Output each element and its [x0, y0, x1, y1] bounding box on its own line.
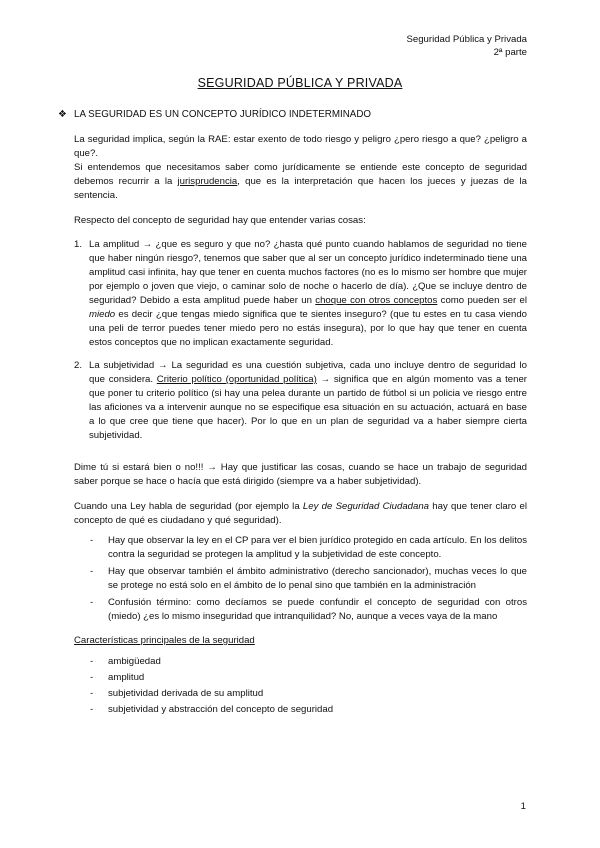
list-item-text: → significa que en algún momento vas a tener que poner tu criterio político (si hay una pelea durante un partido de fútbol si un policia ve riesgo entre las aficiones va a intervenir aunque no se especifique esa situación en su actuación, actuará en base a lo que cree que tiene que hacer). Por lo que en un plan de seguridad va a haber siempre cierta subjetividad.	[89, 374, 527, 441]
underlined-term: choque con otros conceptos	[315, 295, 438, 306]
header-course-title: Seguridad Pública y Privada	[406, 34, 527, 45]
dash-bullet: -	[90, 566, 94, 577]
jurisprudencia-link: jurisprudencia	[177, 176, 238, 187]
characteristic-text: subjetividad y abstracción del concepto de seguridad	[108, 704, 334, 715]
law-text-b: hay que tener claro el concepto de qué es ciudadano y qué seguridad).	[74, 501, 527, 526]
intro-paragraph-2	[74, 161, 527, 203]
intro-paragraph-1: La seguridad implica, según la RAE: estar exento de todo riesgo y peligro ¿pero riesgo a que? ¿peligro a que?.	[74, 134, 527, 159]
law-text-a: Cuando una Ley habla de seguridad (por ejemplo la	[74, 501, 303, 512]
running-header	[406, 33, 527, 59]
list-item	[90, 671, 527, 685]
characteristics-heading	[74, 634, 527, 648]
intro-p2-text-b: , que es la interpretación que hacen los jueces y juezas de la sentencia.	[74, 176, 527, 201]
dash-list	[90, 534, 527, 627]
list-item-text: como pueden ser el	[437, 295, 527, 306]
list-item-text: es decir ¿que tengas miedo significa que te sientes inseguro? (que tu estes en tu casa viendo una peli de terror puedes tener miedo pero no estás insegura), por lo que hay que tener en cuenta estos conceptos que no implican exactamente seguridad.	[89, 309, 527, 348]
page-title: SEGURIDAD PÚBLICA Y PRIVADA	[197, 76, 403, 90]
dash-item-text: Hay que observar la ley en el CP para ver el bien jurídico protegido en cada artículo. En los delitos contra la seguridad se protegen la amplitud y la subjetividad de este concepto.	[108, 535, 527, 560]
intro-block	[74, 133, 527, 203]
law-name: Ley de Seguridad Ciudadana	[302, 501, 430, 512]
list-item	[90, 596, 527, 624]
characteristics-list	[90, 655, 527, 719]
dash-bullet: -	[90, 656, 94, 667]
header-part: 2ª parte	[493, 47, 527, 58]
dash-bullet: -	[90, 535, 94, 546]
page-number: 1	[520, 801, 526, 812]
law-paragraph	[74, 500, 527, 528]
characteristics-heading-text: Características principales de la seguridad	[74, 635, 255, 646]
underlined-term: Criterio político (oportunidad política)	[156, 374, 317, 385]
list-number: 2.	[74, 360, 83, 371]
section-heading	[58, 109, 371, 120]
justify-paragraph: Dime tú si estará bien o no!!! → Hay que justificar las cosas, cuando se hace un trabajo de seguridad saber porque se hace o hacía que está dirigido (siempre va a haber subjetividad).	[74, 462, 527, 487]
list-item	[90, 703, 527, 717]
list-item	[90, 534, 527, 562]
intro-p2-text-a: Si entendemos que necesitamos saber como jurídicamente se entiende este concepto de seguridad debemos recurrir a la	[74, 162, 527, 187]
list-item	[74, 359, 527, 443]
list-item	[90, 655, 527, 669]
list-item-text: La amplitud → ¿que es seguro y que no? ¿hasta qué punto cuando hablamos de seguridad no tiene que haber ningún riesgo?, tenemos que saber que al ser un concepto jurídico indeterminado tiene una amplitud casi infinita, hay que tener en cuenta muchos factores (no es lo mismo ser hombre que mujer por ejemplo o joven que viejo, o caminar solo de noche o hacerlo de día). ¿Que se incluye dentro de seguridad? Debido a esta amplitud puede haber un	[89, 239, 527, 306]
characteristic-text: amplitud	[108, 672, 145, 683]
dash-bullet: -	[90, 672, 94, 683]
list-item-text: La subjetividad → La seguridad es una cuestión subjetiva, cada uno incluye dentro de seguridad lo que considera.	[89, 360, 527, 385]
intro-paragraph-3: Respecto del concepto de seguridad hay que entender varias cosas:	[74, 215, 366, 226]
list-item	[74, 238, 527, 350]
characteristic-text: subjetividad derivada de su amplitud	[108, 688, 264, 699]
dash-bullet: -	[90, 704, 94, 715]
dash-bullet: -	[90, 688, 94, 699]
dash-bullet: -	[90, 597, 94, 608]
dash-item-text: Confusión término: como decíamos se puede confundir el concepto de seguridad con otros (miedo) ¿es lo mismo inseguridad que intranquilidad? No, aunque a veces vaya de la mano	[108, 597, 527, 622]
dash-item-text: Hay que observar también el ámbito administrativo (derecho sancionador), muchas veces lo que se protege no está solo en el ámbito de lo penal sino que también en la administración	[108, 566, 527, 591]
diamond-bullet-icon: ❖	[58, 109, 67, 120]
list-number: 1.	[74, 239, 83, 250]
numbered-list	[74, 238, 527, 443]
list-item	[90, 565, 527, 593]
section-heading-text: LA SEGURIDAD ES UN CONCEPTO JURÍDICO INDETERMINADO	[74, 109, 372, 120]
characteristic-text: ambigüedad	[108, 656, 161, 667]
italic-term: miedo	[89, 309, 116, 320]
list-item	[90, 687, 527, 701]
